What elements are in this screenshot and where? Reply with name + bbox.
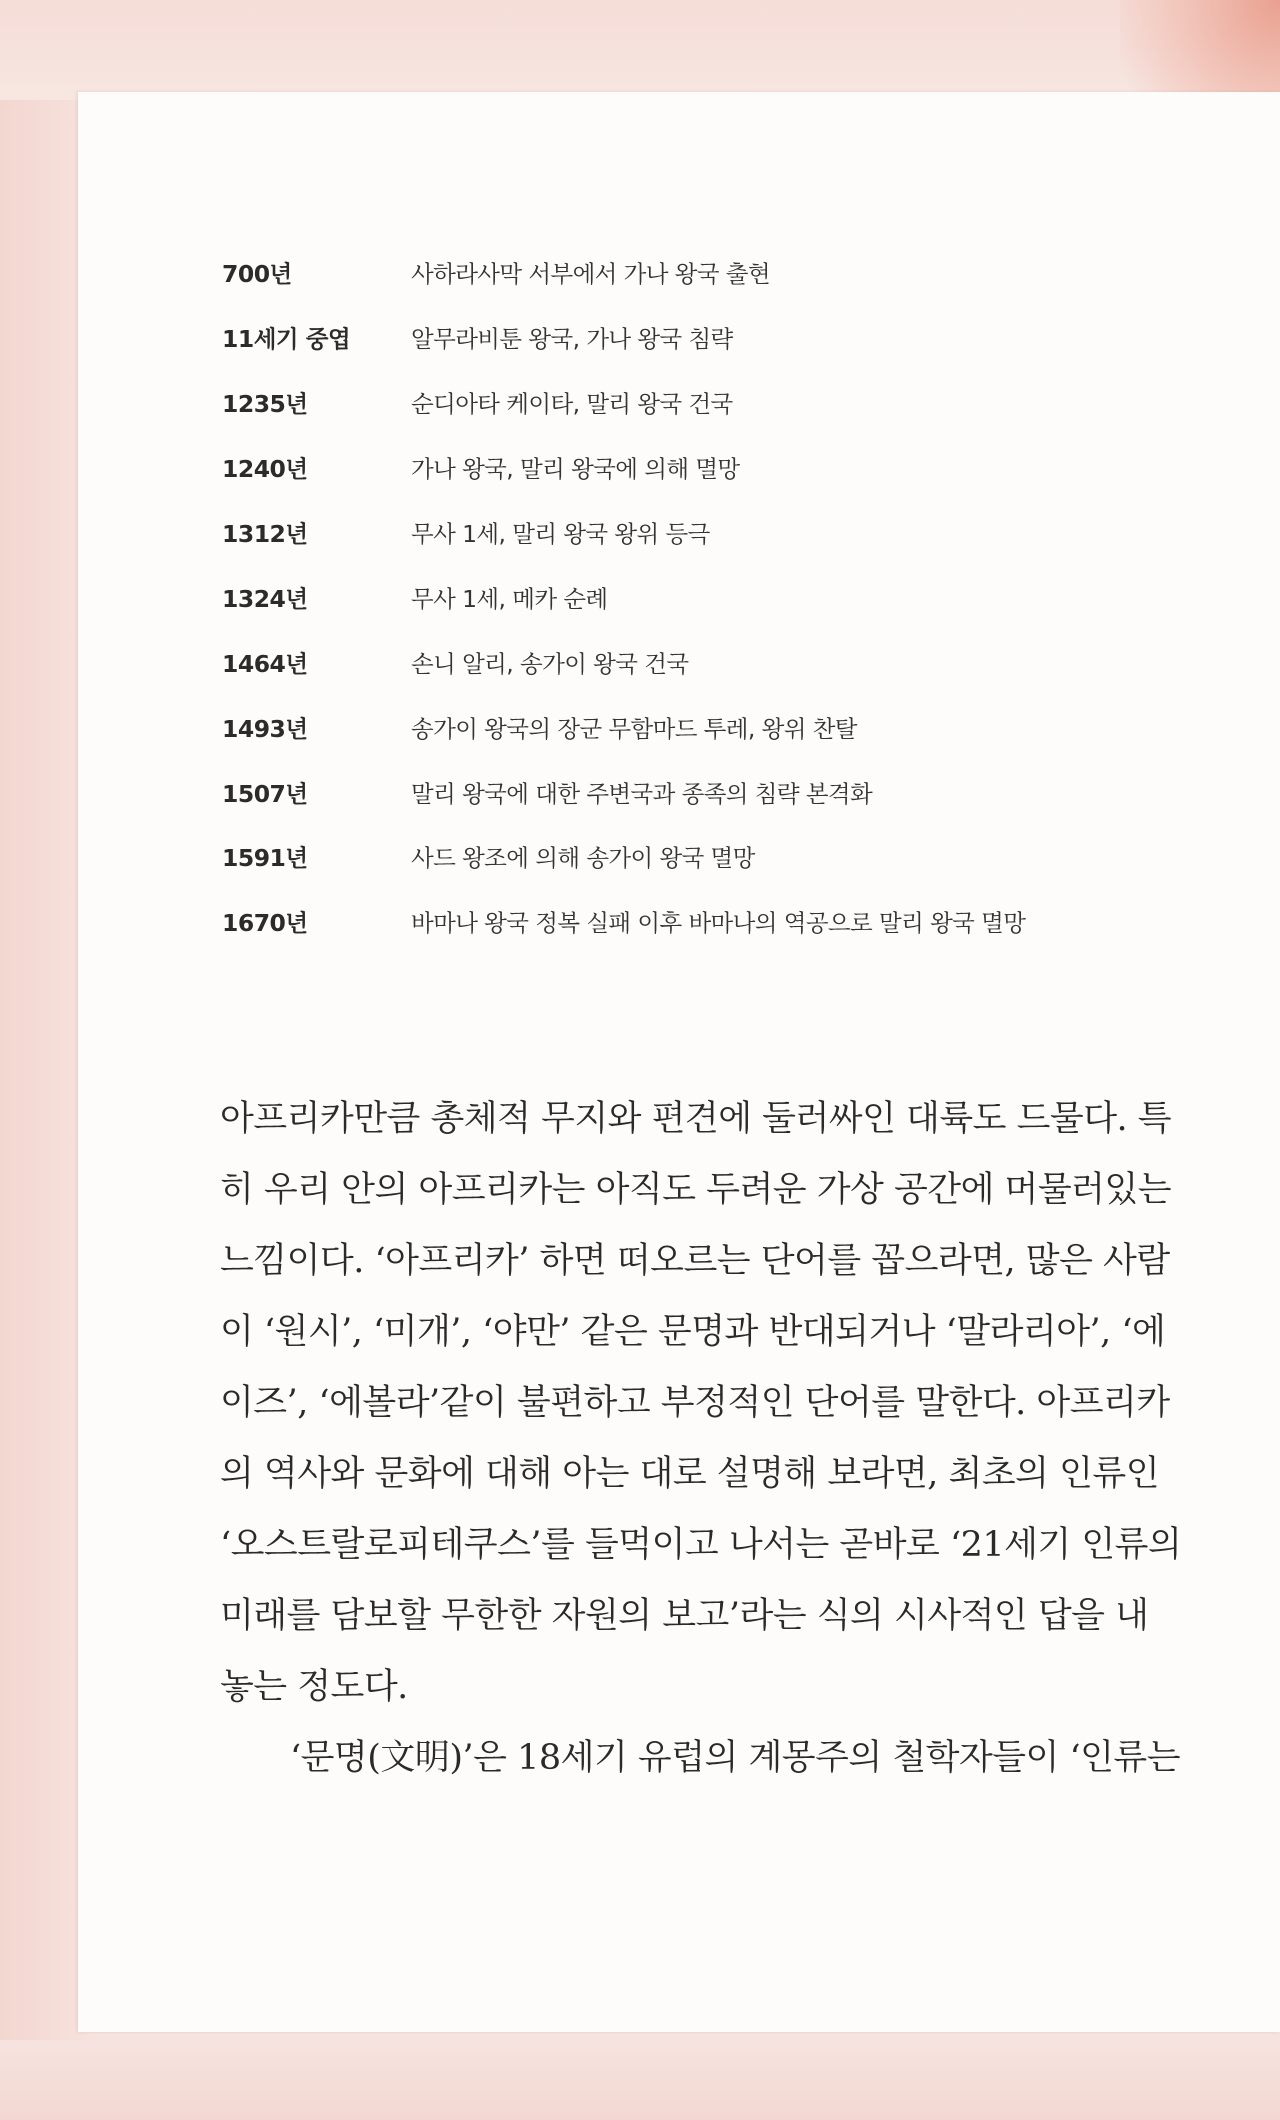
timeline-event: 송가이 왕국의 장군 무함마드 투레, 왕위 찬탈 (411, 714, 857, 743)
timeline-event: 가나 왕국, 말리 왕국에 의해 멸망 (411, 455, 740, 484)
body-line: 의 역사와 문화에 대해 아는 대로 설명해 보라면, 최초의 인류인 (220, 1454, 1160, 1494)
timeline-event: 무사 1세, 말리 왕국 왕위 등극 (411, 520, 710, 548)
body-paragraphs (220, 1084, 1182, 1794)
timeline-event: 무사 1세, 메카 순례 (411, 584, 608, 613)
timeline-year: 1312년 (222, 520, 308, 548)
timeline-row (222, 824, 1122, 889)
timeline-event: 사하라사막 서부에서 가나 왕국 출현 (411, 260, 770, 289)
timeline-year: 1670년 (222, 909, 308, 938)
timeline-event: 알무라비툰 왕국, 가나 왕국 침략 (411, 325, 733, 354)
timeline-event: 말리 왕국에 대한 주변국과 종족의 침략 본격화 (411, 779, 873, 808)
page-margin-left (0, 0, 90, 2120)
timeline-row (222, 694, 1122, 759)
timeline-row (222, 629, 1122, 694)
timeline-event: 사드 왕조에 의해 송가이 왕국 멸망 (411, 844, 755, 873)
timeline-year: 11세기 중엽 (222, 325, 351, 354)
timeline-year: 1324년 (222, 584, 308, 613)
timeline-table (222, 240, 1122, 954)
page-margin-bottom (0, 2040, 1280, 2120)
timeline-year: 1464년 (222, 649, 308, 678)
timeline-event: 순디아타 케이타, 말리 왕국 건국 (411, 390, 733, 419)
timeline-year: 1507년 (222, 779, 308, 808)
timeline-year: 1240년 (222, 455, 308, 484)
timeline-year: 1493년 (222, 714, 308, 743)
timeline-year: 1235년 (222, 390, 308, 419)
body-line: 놓는 정도다. (220, 1667, 408, 1707)
body-line: ‘오스트랄로피테쿠스’를 들먹이고 나서는 곧바로 ‘21세기 인류의 (220, 1525, 1182, 1565)
body-line: 느낌이다. ‘아프리카’ 하면 떠오르는 단어를 꼽으라면, 많은 사람 (220, 1241, 1170, 1281)
page-margin-top (0, 0, 1280, 100)
body-line: 미래를 담보할 무한한 자원의 보고’라는 식의 시사적인 답을 내 (220, 1596, 1149, 1636)
timeline-year: 700년 (222, 260, 292, 289)
body-line: 이 ‘원시’, ‘미개’, ‘야만’ 같은 문명과 반대되거나 ‘말라리아’, ‘에 (220, 1312, 1166, 1352)
timeline-row (222, 240, 1122, 305)
timeline-row (222, 759, 1122, 824)
body-line: 이즈’, ‘에볼라’같이 불편하고 부정적인 단어를 말한다. 아프리카 (220, 1383, 1170, 1423)
timeline-year: 1591년 (222, 844, 308, 873)
timeline-row (222, 500, 1122, 565)
timeline-event: 바마나 왕국 정복 실패 이후 바마나의 역공으로 말리 왕국 멸망 (411, 909, 1026, 938)
timeline-row (222, 435, 1122, 500)
body-line: 히 우리 안의 아프리카는 아직도 두려운 가상 공간에 머물러있는 (220, 1170, 1172, 1210)
timeline-event: 손니 알리, 송가이 왕국 건국 (411, 649, 689, 678)
timeline-row (222, 889, 1122, 954)
body-line: 아프리카만큼 총체적 무지와 편견에 둘러싸인 대륙도 드물다. 특 (220, 1099, 1172, 1139)
timeline-row (222, 564, 1122, 629)
timeline-row (222, 370, 1122, 435)
paragraph-start-line: ‘문명(文明)’은 18세기 유럽의 계몽주의 철학자들이 ‘인류는 (290, 1738, 1181, 1778)
timeline-row (222, 305, 1122, 370)
